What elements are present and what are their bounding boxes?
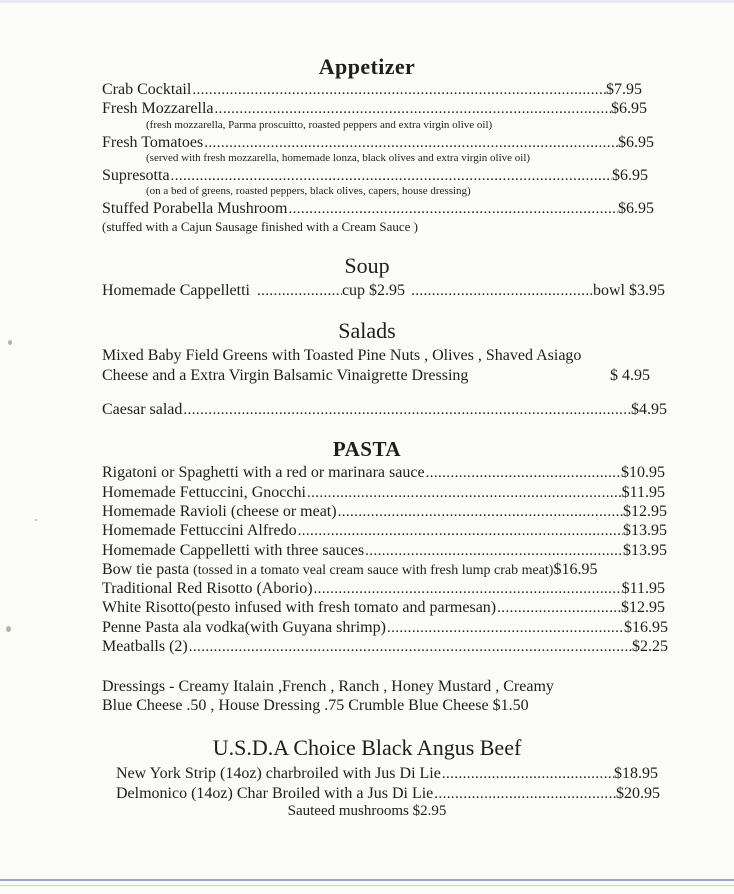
item-name: Caesar salad [102,401,183,418]
menu-item-stuffed-mushroom [102,199,654,219]
menu-item-crab-cocktail [102,80,642,100]
item-name: Crab Cocktail [102,81,192,98]
item-price: $18.95 [614,765,658,782]
beef-heading: U.S.D.A Choice Black Angus Beef [212,735,522,760]
item-price: $16.95 [624,619,668,636]
leader-dots [364,542,623,561]
item-name: Bow tie pasta [102,561,190,578]
menu-item-bow-tie-pasta [102,560,668,580]
leader-dots [203,134,618,153]
menu-item-cappelletti-soup [102,281,665,301]
paper-speck [35,519,37,521]
item-name: Penne Pasta ala vodka(with Guyana shrimp) [102,619,386,636]
item-price: $12.95 [623,503,667,520]
menu-item-fettuccini-gnocchi [102,483,665,503]
menu-item-red-risotto [102,579,665,599]
paper-speck [6,626,11,632]
item-price: $2.25 [632,638,668,655]
item-price: $16.95 [553,561,598,578]
item-price: $13.95 [623,522,667,539]
dressings-line2: Blue Cheese .50 , House Dressing .75 Crumble Blue Cheese $1.50 [102,697,529,714]
item-price: $ 4.95 [610,367,650,384]
leader-dots [297,522,623,541]
soup-heading: Soup [344,253,390,278]
menu-item-new-york-strip [116,764,658,784]
item-price: $20.95 [616,785,660,802]
leader-dots [386,619,624,638]
item-price: $12.95 [621,599,665,616]
item-name: Rigatoni or Spaghetti with a red or marinara sauce [102,464,425,481]
page-bottom-rule [0,879,734,881]
item-description: (stuffed with a Cajun Sausage finished with a Cream Sauce ) [102,219,419,234]
item-name: Homemade Cappelletti with three sauces [102,542,365,559]
item-description: (served with fresh mozzarella, homemade lonza, black olives and extra virgin olive oil) [146,152,531,164]
menu-item-white-risotto [102,598,665,618]
menu-item-fresh-mozzarella [102,99,647,119]
leader-dots [410,282,593,301]
item-name: Fresh Mozzarella [102,100,214,117]
item-price: $6.95 [612,167,648,184]
menu-item-meatballs [102,637,668,657]
item-price: $4.95 [631,401,667,418]
page-top-edge [0,0,734,3]
leader-dots [337,503,623,522]
item-name: Traditional Red Risotto (Aborio) [102,580,313,597]
item-name: Homemade Cappelletti [102,282,250,299]
item-name: Stuffed Porabella Mushroom [102,200,288,217]
sauteed-mushrooms-addon: Sauteed mushrooms $2.95 [287,803,447,819]
page-bottom-rule [0,885,734,886]
item-name: White Risotto(pesto infused with fresh tomato and parmesan) [102,599,497,616]
item-name: Homemade Ravioli (cheese or meat) [102,503,337,520]
item-price: $6.95 [618,134,654,151]
leader-dots [425,464,621,483]
item-name: Meatballs (2) [102,638,188,655]
item-price: $10.95 [621,464,665,481]
item-name: Homemade Fettuccini, Gnocchi [102,484,306,501]
item-name: Supresotta [102,167,170,184]
item-description: (on a bed of greens, roasted peppers, black olives, capers, house dressing) [146,185,471,197]
menu-item-penne-vodka [102,618,668,638]
item-price: $11.95 [621,484,665,501]
leader-dots [191,81,606,100]
item-price: $6.95 [618,200,654,217]
bowl-price: bowl $3.95 [593,282,665,299]
leader-dots [287,200,618,219]
leader-dots [188,638,632,657]
item-description: (fresh mozzarella, Parma proscuitto, roasted peppers and extra virgin olive oil) [146,119,493,131]
item-price: $11.95 [621,580,665,597]
item-price: $13.95 [623,542,667,559]
menu-item-supresotta [102,166,648,186]
cup-price: cup $2.95 [341,282,406,299]
item-name: Homemade Fettuccini Alfredo [102,522,297,539]
pasta-heading: PASTA [332,437,402,461]
salads-heading: Salads [338,318,396,343]
salad-description-line2: Cheese and a Extra Virgin Balsamic Vinaigrette Dressing [102,367,469,384]
appetizer-heading: Appetizer [318,54,416,79]
leader-dots [170,167,612,186]
menu-item-fresh-tomatoes [102,133,654,153]
leader-dots [256,282,342,301]
leader-dots [313,580,622,599]
leader-dots [214,100,611,119]
dressings-line1: Dressings - Creamy Italain ,French , Ranch , Honey Mustard , Creamy [102,678,554,695]
menu-item-fettuccini-alfredo [102,521,667,541]
item-name: Fresh Tomatoes [102,134,204,151]
leader-dots [306,484,622,503]
leader-dots [433,785,616,804]
leader-dots [182,401,631,420]
item-price: $6.95 [611,100,647,117]
menu-item-ravioli [102,502,667,522]
menu-item-caesar-salad [102,400,667,420]
leader-dots [441,765,614,784]
salad-description-line1: Mixed Baby Field Greens with Toasted Pine Nuts , Olives , Shaved Asiago [102,347,582,364]
leader-dots [496,599,621,618]
item-price: $7.95 [606,81,642,98]
item-name: Delmonico (14oz) Char Broiled with a Jus Di Lie [116,785,434,802]
menu-item-cappelletti-three-sauces [102,541,667,561]
item-description: (tossed in a tomato veal cream sauce with fresh lump crab meat) [193,563,554,578]
menu-item-rigatoni [102,463,665,483]
item-name: New York Strip (14oz) charbroiled with Jus Di Lie [116,765,441,782]
menu-item-delmonico [116,784,660,804]
